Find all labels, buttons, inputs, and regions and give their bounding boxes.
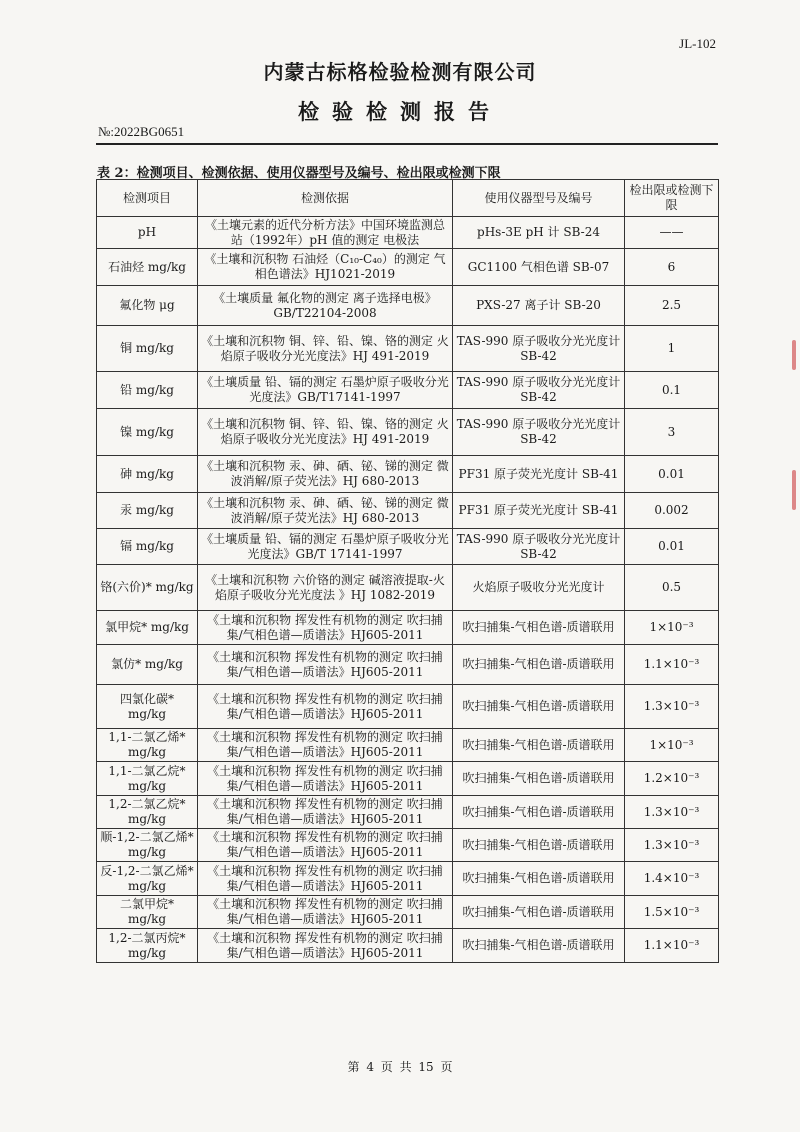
table-row [97, 372, 719, 409]
cell-basis: 《土壤和沉积物 挥发性有机物的测定 吹扫捕集/气相色谱—质谱法》HJ605-2011 [198, 729, 453, 762]
binding-mark [792, 470, 796, 510]
cell-item: 镉 mg/kg [97, 529, 198, 565]
table-row [97, 217, 719, 249]
table-row [97, 529, 719, 565]
cell-limit: 1.5×10⁻³ [625, 896, 719, 929]
cell-item: 1,1-二氯乙烷* mg/kg [97, 762, 198, 796]
cell-instrument: TAS-990 原子吸收分光光度计 SB-42 [453, 372, 625, 409]
cell-limit: 6 [625, 249, 719, 286]
cell-item: 氯仿* mg/kg [97, 645, 198, 685]
cell-instrument: TAS-990 原子吸收分光光度计 SB-42 [453, 326, 625, 372]
cell-basis: 《土壤和沉积物 铜、锌、铅、镍、铬的测定 火焰原子吸收分光光度法》HJ 491-2019 [198, 409, 453, 456]
cell-limit: 1 [625, 326, 719, 372]
table-caption: 表 2：检测项目、检测依据、使用仪器型号及编号、检出限或检测下限 [97, 166, 501, 181]
cell-instrument: 吹扫捕集-气相色谱-质谱联用 [453, 762, 625, 796]
table-row [97, 645, 719, 685]
cell-basis: 《土壤和沉积物 挥发性有机物的测定 吹扫捕集/气相色谱—质谱法》HJ605-2011 [198, 762, 453, 796]
table-row [97, 249, 719, 286]
cell-limit: 0.002 [625, 493, 719, 529]
table-row [97, 929, 719, 963]
table-row [97, 896, 719, 929]
cell-limit: 1×10⁻³ [625, 611, 719, 645]
cell-instrument: 吹扫捕集-气相色谱-质谱联用 [453, 829, 625, 862]
cell-item: 铬(六价)* mg/kg [97, 565, 198, 611]
cell-basis: 《土壤元素的近代分析方法》中国环境监测总站（1992年）pH 值的测定 电极法 [198, 217, 453, 249]
cell-basis: 《土壤和沉积物 六价铬的测定 碱溶液提取-火焰原子吸收分光光度法 》HJ 1082-2019 [198, 565, 453, 611]
report-number: №:2022BG0651 [98, 124, 185, 139]
cell-item: pH [97, 217, 198, 249]
cell-instrument: 吹扫捕集-气相色谱-质谱联用 [453, 862, 625, 896]
cell-limit: 2.5 [625, 286, 719, 326]
cell-item: 氟化物 μg [97, 286, 198, 326]
cell-instrument: 火焰原子吸收分光光度计 [453, 565, 625, 611]
cell-item: 四氯化碳* mg/kg [97, 685, 198, 729]
cell-basis: 《土壤和沉积物 挥发性有机物的测定 吹扫捕集/气相色谱—质谱法》HJ605-2011 [198, 685, 453, 729]
table-row [97, 729, 719, 762]
cell-instrument: TAS-990 原子吸收分光光度计 SB-42 [453, 409, 625, 456]
cell-limit: 1.3×10⁻³ [625, 829, 719, 862]
cell-instrument: TAS-990 原子吸收分光光度计 SB-42 [453, 529, 625, 565]
cell-instrument: 吹扫捕集-气相色谱-质谱联用 [453, 896, 625, 929]
cell-basis: 《土壤和沉积物 汞、砷、硒、铋、锑的测定 微波消解/原子荧光法》HJ 680-2013 [198, 493, 453, 529]
cell-limit: 0.1 [625, 372, 719, 409]
cell-limit: 1.1×10⁻³ [625, 929, 719, 963]
cell-item: 铅 mg/kg [97, 372, 198, 409]
cell-instrument: 吹扫捕集-气相色谱-质谱联用 [453, 929, 625, 963]
table-row [97, 862, 719, 896]
table-row [97, 685, 719, 729]
cell-instrument: 吹扫捕集-气相色谱-质谱联用 [453, 611, 625, 645]
cell-basis: 《土壤和沉积物 汞、砷、硒、铋、锑的测定 微波消解/原子荧光法》HJ 680-2013 [198, 456, 453, 493]
table-row [97, 762, 719, 796]
cell-basis: 《土壤和沉积物 铜、锌、铅、镍、铬的测定 火焰原子吸收分光光度法》HJ 491-2019 [198, 326, 453, 372]
report-title: 检验检测报告 [298, 99, 502, 124]
cell-item: 1,1-二氯乙烯* mg/kg [97, 729, 198, 762]
cell-instrument: 吹扫捕集-气相色谱-质谱联用 [453, 796, 625, 829]
cell-item: 砷 mg/kg [97, 456, 198, 493]
table-row [97, 796, 719, 829]
cell-instrument: GC1100 气相色谱 SB-07 [453, 249, 625, 286]
table-row [97, 286, 719, 326]
cell-limit: 0.01 [625, 456, 719, 493]
cell-limit: —— [625, 217, 719, 249]
header-basis: 检测依据 [198, 180, 453, 217]
cell-basis: 《土壤质量 氟化物的测定 离子选择电极》 GB/T22104-2008 [198, 286, 453, 326]
cell-limit: 1.2×10⁻³ [625, 762, 719, 796]
table-header-row [97, 180, 719, 217]
cell-item: 石油烃 mg/kg [97, 249, 198, 286]
cell-item: 二氯甲烷* mg/kg [97, 896, 198, 929]
cell-limit: 1.3×10⁻³ [625, 685, 719, 729]
cell-limit: 1.1×10⁻³ [625, 645, 719, 685]
table-row [97, 611, 719, 645]
cell-basis: 《土壤和沉积物 挥发性有机物的测定 吹扫捕集/气相色谱—质谱法》HJ605-2011 [198, 796, 453, 829]
document-code: JL-102 [679, 36, 716, 51]
cell-item: 氯甲烷* mg/kg [97, 611, 198, 645]
detection-methods-table [96, 179, 719, 963]
cell-instrument: 吹扫捕集-气相色谱-质谱联用 [453, 685, 625, 729]
cell-item: 汞 mg/kg [97, 493, 198, 529]
cell-limit: 0.5 [625, 565, 719, 611]
cell-item: 反-1,2-二氯乙烯* mg/kg [97, 862, 198, 896]
cell-basis: 《土壤和沉积物 挥发性有机物的测定 吹扫捕集/气相色谱—质谱法》HJ605-2011 [198, 929, 453, 963]
table-row [97, 829, 719, 862]
company-name: 内蒙古标格检验检测有限公司 [263, 60, 537, 84]
header-divider [96, 143, 718, 145]
table-row [97, 456, 719, 493]
cell-instrument: PXS-27 离子计 SB-20 [453, 286, 625, 326]
page-number: 第 4 页 共 15 页 [347, 1060, 453, 1074]
cell-instrument: 吹扫捕集-气相色谱-质谱联用 [453, 645, 625, 685]
table-row [97, 326, 719, 372]
table-row [97, 409, 719, 456]
cell-limit: 1×10⁻³ [625, 729, 719, 762]
binding-mark [792, 340, 796, 370]
cell-basis: 《土壤和沉积物 挥发性有机物的测定 吹扫捕集/气相色谱—质谱法》HJ605-2011 [198, 862, 453, 896]
cell-item: 镍 mg/kg [97, 409, 198, 456]
cell-basis: 《土壤和沉积物 挥发性有机物的测定 吹扫捕集/气相色谱—质谱法》HJ605-2011 [198, 896, 453, 929]
cell-item: 1,2-二氯丙烷* mg/kg [97, 929, 198, 963]
cell-item: 顺-1,2-二氯乙烯* mg/kg [97, 829, 198, 862]
header-limit: 检出限或检测下限 [625, 180, 719, 217]
cell-basis: 《土壤和沉积物 石油烃（C₁₀-C₄₀）的测定 气相色谱法》HJ1021-2019 [198, 249, 453, 286]
cell-instrument: 吹扫捕集-气相色谱-质谱联用 [453, 729, 625, 762]
cell-item: 1,2-二氯乙烷* mg/kg [97, 796, 198, 829]
table-row [97, 493, 719, 529]
cell-basis: 《土壤和沉积物 挥发性有机物的测定 吹扫捕集/气相色谱—质谱法》HJ605-2011 [198, 611, 453, 645]
cell-item: 铜 mg/kg [97, 326, 198, 372]
cell-limit: 1.3×10⁻³ [625, 796, 719, 829]
cell-instrument: PF31 原子荧光光度计 SB-41 [453, 493, 625, 529]
cell-basis: 《土壤和沉积物 挥发性有机物的测定 吹扫捕集/气相色谱—质谱法》HJ605-2011 [198, 645, 453, 685]
header-item: 检测项目 [97, 180, 198, 217]
cell-basis: 《土壤质量 铅、镉的测定 石墨炉原子吸收分光光度法》GB/T 17141-1997 [198, 529, 453, 565]
table-row [97, 565, 719, 611]
cell-instrument: PF31 原子荧光光度计 SB-41 [453, 456, 625, 493]
cell-basis: 《土壤质量 铅、镉的测定 石墨炉原子吸收分光光度法》GB/T17141-1997 [198, 372, 453, 409]
cell-instrument: pHs-3E pH 计 SB-24 [453, 217, 625, 249]
cell-limit: 0.01 [625, 529, 719, 565]
header-instrument: 使用仪器型号及编号 [453, 180, 625, 217]
cell-limit: 1.4×10⁻³ [625, 862, 719, 896]
cell-basis: 《土壤和沉积物 挥发性有机物的测定 吹扫捕集/气相色谱—质谱法》HJ605-2011 [198, 829, 453, 862]
cell-limit: 3 [625, 409, 719, 456]
